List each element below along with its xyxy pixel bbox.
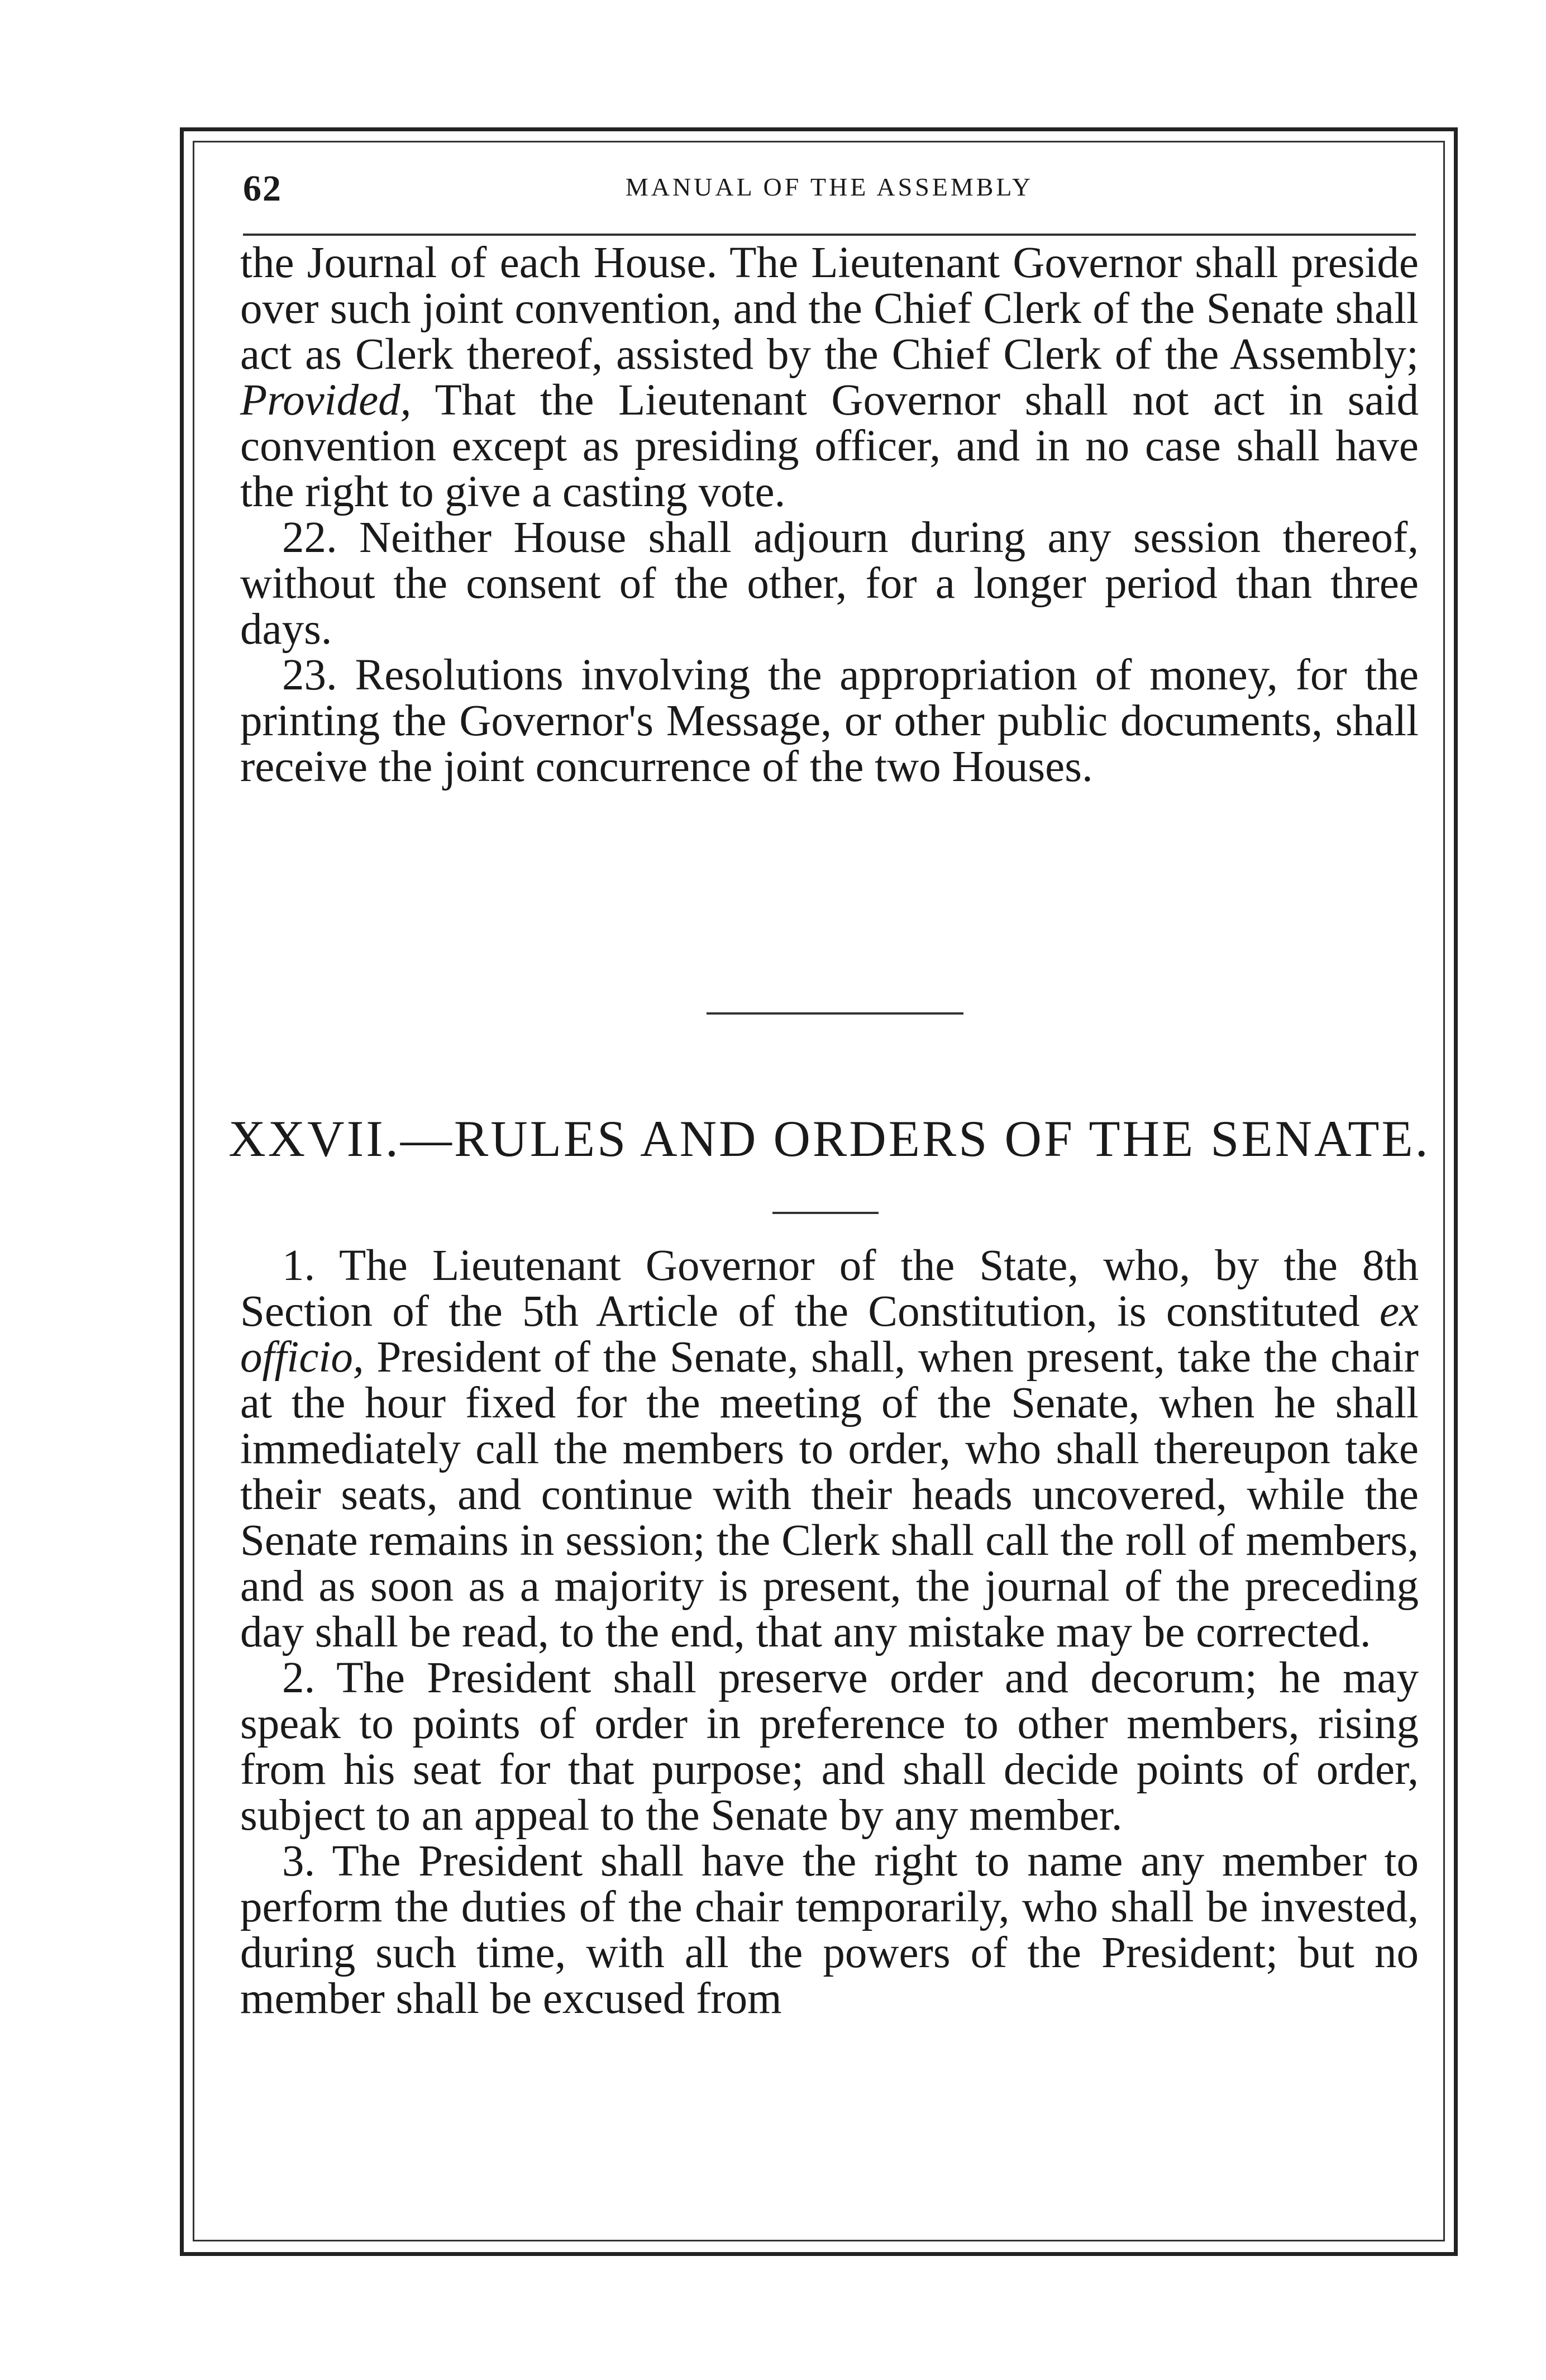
rule-paragraph [240, 515, 1419, 653]
section-separator-rule [707, 1012, 963, 1015]
rule-text: Neither House shall adjourn during any session thereof, without the consent of the other, for a longer period than three days. [240, 513, 1419, 654]
rule-number: 23. [282, 651, 337, 699]
rule-number: 22. [282, 513, 337, 562]
rule-text-a: The Lieutenant Governor of the State, who, by the 8th Section of the 5th Article of the Constitution, is constituted [240, 1241, 1419, 1336]
provided-italic: Provided, [240, 376, 412, 425]
continued-text-a: the Journal of each House. The Lieutenant Governor shall preside over such joint convention, and the Chief Clerk of the Senate shall act as Clerk thereof, assisted by the Chief Clerk of the Assembly; [240, 239, 1419, 379]
section-heading: XXVII.—RULES AND ORDERS OF THE SENATE. [228, 1110, 1430, 1167]
rule-number: 1. [282, 1241, 316, 1290]
rule-paragraph [240, 653, 1419, 790]
rule-number: 2. [282, 1654, 316, 1702]
rule-text-b: President of the Senate, shall, when present, take the chair at the hour fixed for the meeting of the Senate, when he shall immediately call the members to order, who shall thereupon take their seats, and continue with their heads uncovered, while the Senate remains in session; the Clerk shall call the roll of members, and as soon as a majority is present, the journal of the preceding day shall be read, to the end, that any mistake may be corrected. [240, 1333, 1419, 1657]
continued-paragraph [240, 240, 1419, 515]
page-header [243, 168, 1416, 218]
rule-number: 3. [282, 1837, 316, 1886]
running-head: MANUAL OF THE ASSEMBLY [625, 173, 1034, 201]
rule-paragraph [240, 1655, 1419, 1839]
ex-officio-italic: ex officio, [240, 1287, 1419, 1382]
rule-paragraph [240, 1243, 1419, 1655]
rule-text: The President shall preserve order and decorum; he may speak to points of order in preference to other members, rising from his seat for that purpose; and shall decide points of order, subject to an appeal to the Senate by any member. [240, 1654, 1419, 1840]
continued-text-b: That the Lieutenant Governor shall not act in said convention except as presiding officer, and in no case shall have the right to give a casting vote. [240, 376, 1419, 516]
rule-paragraph [240, 1839, 1419, 2022]
rule-text: Resolutions involving the appropriation of money, for the printing the Governor's Message, or other public documents, shall receive the joint concurrence of the two Houses. [240, 651, 1419, 791]
header-rule [243, 234, 1416, 236]
senate-rules-block [240, 1243, 1419, 2022]
page-number: 62 [243, 168, 282, 209]
heading-underline-rule [772, 1212, 879, 1214]
rule-text: The President shall have the right to name any member to perform the duties of the chair temporarily, who shall be invested, during such time, with all the powers of the President; but no member shall be excused from [240, 1837, 1419, 2023]
top-text-block [240, 240, 1419, 790]
